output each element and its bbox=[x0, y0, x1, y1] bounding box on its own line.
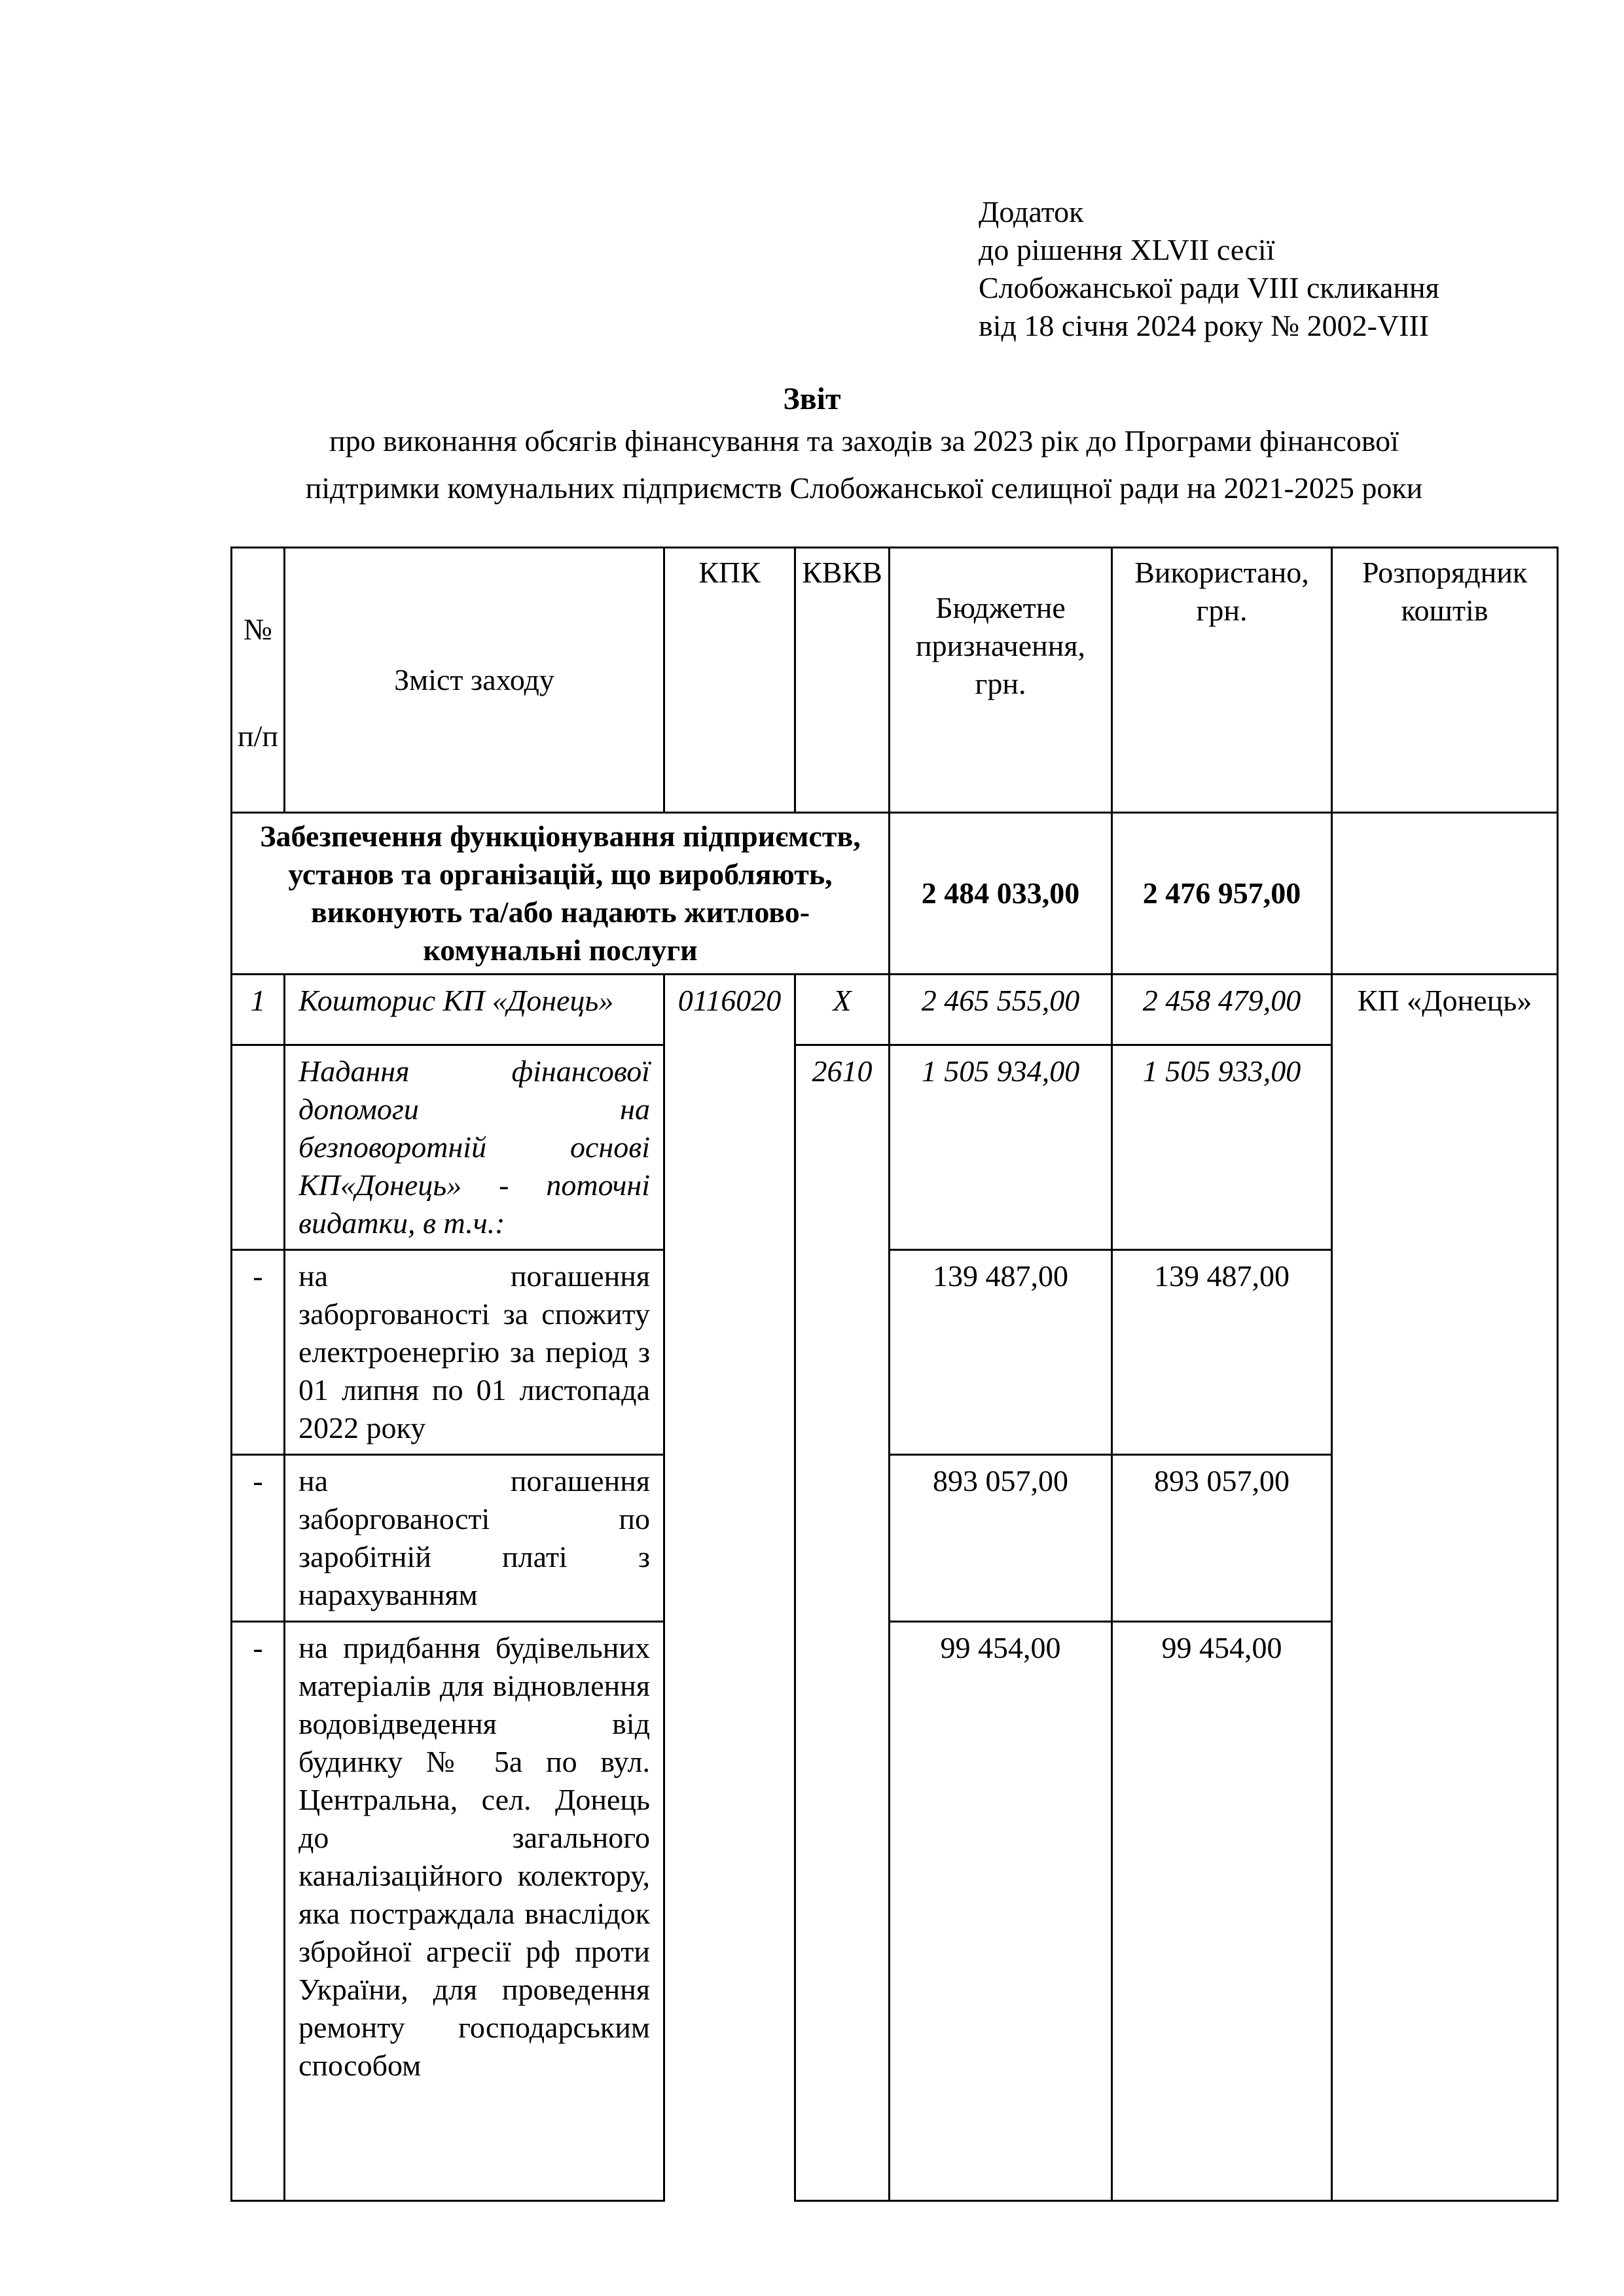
table-header-row bbox=[232, 548, 1558, 813]
header-kpk: КПК bbox=[664, 548, 795, 813]
row-budget: 1 505 934,00 bbox=[890, 1045, 1112, 1250]
attachment-block bbox=[979, 193, 1439, 345]
row-content: на погашення заборгованості по заробітній платі з нарахуванням bbox=[285, 1455, 664, 1622]
row-num bbox=[232, 1045, 285, 1250]
header-kvkv: КВКВ bbox=[795, 548, 890, 813]
row-num: 1 bbox=[232, 975, 285, 1045]
header-num-bottom: п/п bbox=[237, 719, 278, 753]
section-budget: 2 484 033,00 bbox=[890, 813, 1112, 975]
table-row bbox=[232, 975, 1558, 1045]
report-subtitle-line: підтримки комунальних підприємств Слобожанської селищної ради на 2021-2025 роки bbox=[305, 471, 1423, 505]
header-manager: Розпорядник коштів bbox=[1332, 548, 1558, 813]
row-manager: КП «Донець» bbox=[1332, 975, 1558, 2201]
row-content: Кошторис КП «Донець» bbox=[285, 975, 664, 1045]
report-subtitle-line: про виконання обсягів фінансування та заходів за 2023 рік до Програми фінансової bbox=[329, 424, 1399, 457]
section-used: 2 476 957,00 bbox=[1112, 813, 1332, 975]
row-num: - bbox=[232, 1455, 285, 1622]
row-kpk: 0116020 bbox=[664, 975, 795, 2201]
row-used: 1 505 933,00 bbox=[1112, 1045, 1332, 1250]
row-kvkv: Х bbox=[795, 975, 890, 1045]
report-title: Звіт bbox=[783, 382, 841, 416]
row-content: на придбання будівельних матеріалів для відновлення водовідведення від будинку № 5а по вул. Центральна, сел. Донець до загального каналізаційного колектору, яка постраждала внаслідок збройної агресії рф проти України, для проведення ремонту господарським способом bbox=[285, 1622, 664, 2201]
row-budget: 2 465 555,00 bbox=[890, 975, 1112, 1045]
row-content: на погашення заборгованості за спожиту електроенергію за період з 01 липня по 01 листопада 2022 року bbox=[285, 1250, 664, 1455]
attachment-line: Слобожанської ради VIII скликання bbox=[979, 271, 1439, 304]
row-num: - bbox=[232, 1622, 285, 2201]
attachment-line: Додаток bbox=[979, 195, 1084, 228]
row-budget: 893 057,00 bbox=[890, 1455, 1112, 1622]
row-kvkv: 2610 bbox=[795, 1045, 890, 2201]
report-table bbox=[230, 547, 1559, 2202]
section-manager bbox=[1332, 813, 1558, 975]
section-row bbox=[232, 813, 1558, 975]
header-num-top: № bbox=[244, 613, 272, 646]
row-num: - bbox=[232, 1250, 285, 1455]
row-used: 893 057,00 bbox=[1112, 1455, 1332, 1622]
attachment-line: до рішення XLVII сесії bbox=[979, 233, 1275, 266]
row-used: 2 458 479,00 bbox=[1112, 975, 1332, 1045]
row-budget: 139 487,00 bbox=[890, 1250, 1112, 1455]
header-used: Використано, грн. bbox=[1112, 548, 1332, 813]
row-used: 139 487,00 bbox=[1112, 1250, 1332, 1455]
header-content: Зміст заходу bbox=[285, 548, 664, 813]
attachment-line: від 18 січня 2024 року № 2002-VIII bbox=[979, 309, 1430, 342]
header-num bbox=[232, 548, 285, 813]
row-budget: 99 454,00 bbox=[890, 1622, 1112, 2201]
section-title: Забезпечення функціонування підприємств, установ та організацій, що виробляють, виконують та/або надають житлово-комунальні послуги bbox=[232, 813, 890, 975]
row-content: Надання фінансової допомоги на безповоротній основі КП«Донець» - поточні видатки, в т.ч.: bbox=[285, 1045, 664, 1250]
row-used: 99 454,00 bbox=[1112, 1622, 1332, 2201]
header-budget: Бюджетне призначення, грн. bbox=[890, 548, 1112, 813]
report-subtitle bbox=[223, 418, 1506, 512]
